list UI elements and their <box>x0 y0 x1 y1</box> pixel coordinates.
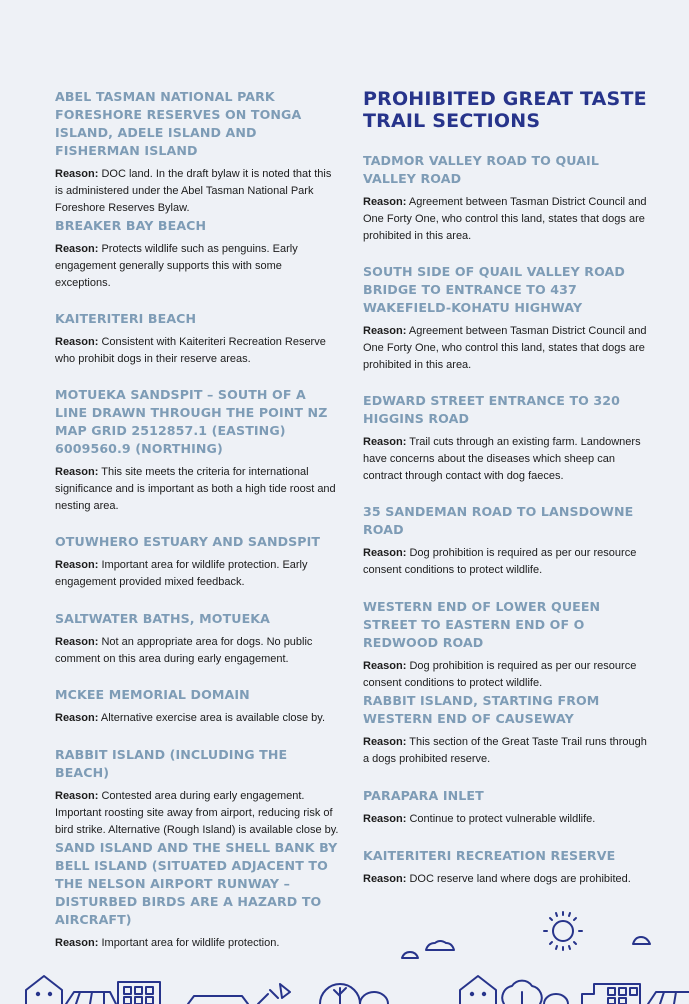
reason-text: Alternative exercise area is available close by. <box>100 712 326 724</box>
page-title: PROHIBITED GREAT TASTE TRAIL SECTIONS <box>363 88 647 132</box>
landscape-illustration <box>0 900 689 1004</box>
reason-label: Reason: <box>363 325 407 337</box>
house-icon <box>26 976 62 1004</box>
section-motueka-sandspit <box>55 386 340 515</box>
section-heading: SALTWATER BATHS, MOTUEKA <box>55 611 271 626</box>
section-kaiteriteri-beach <box>55 310 340 368</box>
reason-text: This site meets the criteria for international significance and is important as both a high tide roost and nesting area. <box>55 466 336 512</box>
reason-text: Agreement between Tasman District Council and One Forty One, who control this land, states that dogs are prohibited in this area. <box>363 325 647 371</box>
section-heading: OTUWHERO ESTUARY AND SANDSPIT <box>55 534 321 549</box>
section-rabbit-island-causeway <box>363 692 653 768</box>
reason-text: Trail cuts through an existing farm. Landowners have concerns about the diseases which sheep can contract through contact with dog faeces. <box>363 436 641 482</box>
section-reason <box>55 241 340 292</box>
reason-text: DOC reserve land where dogs are prohibited. <box>409 873 631 885</box>
section-heading: 35 SANDEMAN ROAD TO LANSDOWNE ROAD <box>363 504 634 537</box>
section-kaiteriteri-reserve <box>363 847 653 888</box>
roof-icon <box>648 992 689 1004</box>
section-heading: WESTERN END OF LOWER QUEEN STREET TO EASTERN END OF O REDWOOD ROAD <box>363 599 601 650</box>
section-abel-tasman <box>55 88 340 217</box>
section-quail-valley <box>363 263 653 374</box>
reason-text: Protects wildlife such as penguins. Early engagement generally supports this with some exceptions. <box>55 243 298 289</box>
section-mckee <box>55 686 340 727</box>
bush-icon <box>360 992 388 1004</box>
section-heading: MOTUEKA SANDSPIT – SOUTH OF A LINE DRAWN THROUGH THE POINT NZ MAP GRID 2512857.1 (EASTING) 6009560.9 (NORTHING) <box>55 387 328 456</box>
reason-text: Not an appropriate area for dogs. No public comment on this area during early engagement. <box>55 636 313 665</box>
section-heading: SOUTH SIDE OF QUAIL VALLEY ROAD BRIDGE TO ENTRANCE TO 437 WAKEFIELD-KOHATU HIGHWAY <box>363 264 625 315</box>
reason-label: Reason: <box>363 873 407 885</box>
reason-label: Reason: <box>363 660 407 672</box>
section-reason <box>363 194 653 245</box>
cloud-icon <box>426 941 454 950</box>
section-reason <box>55 634 340 668</box>
reason-label: Reason: <box>55 712 99 724</box>
section-heading: KAITERITERI BEACH <box>55 311 197 326</box>
reason-label: Reason: <box>55 790 99 802</box>
reason-label: Reason: <box>55 168 99 180</box>
section-heading: TADMOR VALLEY ROAD TO QUAIL VALLEY ROAD <box>363 153 599 186</box>
section-heading: ABEL TASMAN NATIONAL PARK FORESHORE RESERVES ON TONGA ISLAND, ADELE ISLAND AND FISHERMAN ISLAND <box>55 89 302 158</box>
reason-label: Reason: <box>363 436 407 448</box>
section-breaker-bay <box>55 217 340 292</box>
section-reason <box>55 788 340 839</box>
section-reason <box>363 871 653 888</box>
sun-icon <box>544 912 582 950</box>
section-saltwater-baths <box>55 610 340 668</box>
cloud-icon <box>633 937 650 944</box>
tool-icon <box>258 984 290 1004</box>
reason-text: Consistent with Kaiteriteri Recreation Reserve who prohibit dogs in their reserve areas. <box>55 336 326 365</box>
section-parapara-inlet <box>363 787 653 828</box>
section-reason <box>55 334 340 368</box>
section-heading: RABBIT ISLAND (INCLUDING THE BEACH) <box>55 747 288 780</box>
section-reason <box>363 734 653 768</box>
reason-text: DOC land. In the draft bylaw it is noted that this is administered under the Abel Tasman National Park Foreshore Reserves Bylaw. <box>55 168 332 214</box>
section-reason <box>363 811 653 828</box>
reason-text: This section of the Great Taste Trail runs through a dogs prohibited reserve. <box>363 736 647 765</box>
section-reason <box>55 710 340 727</box>
reason-text: Dog prohibition is required as per our resource consent conditions to protect wildlife. <box>363 660 637 689</box>
reason-text: Important area for wildlife protection. <box>101 937 280 949</box>
section-otuwhero <box>55 533 340 591</box>
section-reason <box>55 557 340 591</box>
section-heading: PARAPARA INLET <box>363 788 484 803</box>
section-heading: MCKEE MEMORIAL DOMAIN <box>55 687 250 702</box>
reason-label: Reason: <box>363 736 407 748</box>
section-heading: KAITERITERI RECREATION RESERVE <box>363 848 616 863</box>
reason-text: Contested area during early engagement. Important roosting site away from airport, reducing risk of bird strike. Alternative (Rough Island) is available close by. <box>55 790 339 836</box>
reason-label: Reason: <box>55 559 99 571</box>
section-reason <box>363 323 653 374</box>
section-heading: BREAKER BAY BEACH <box>55 218 207 233</box>
reason-label: Reason: <box>55 336 99 348</box>
house-icon <box>460 976 496 1004</box>
section-heading: EDWARD STREET ENTRANCE TO 320 HIGGINS ROAD <box>363 393 621 426</box>
reason-label: Reason: <box>363 547 407 559</box>
reason-label: Reason: <box>363 813 407 825</box>
bush-icon <box>544 994 568 1004</box>
section-rabbit-island-beach <box>55 746 340 839</box>
section-reason <box>55 166 340 217</box>
reason-label: Reason: <box>55 466 99 478</box>
building-icon <box>188 996 248 1004</box>
section-reason <box>55 464 340 515</box>
section-heading: SAND ISLAND AND THE SHELL BANK BY BELL ISLAND (SITUATED ADJACENT TO THE NELSON AIRPORT RUNWAY – DISTURBED BIRDS ARE A HAZARD TO AIRCRAFT) <box>55 840 338 927</box>
reason-label: Reason: <box>55 243 99 255</box>
section-lower-queen-street <box>363 598 653 692</box>
reason-label: Reason: <box>363 196 407 208</box>
reason-text: Important area for wildlife protection. Early engagement provided mixed feedback. <box>55 559 308 588</box>
cloud-icon <box>402 952 418 958</box>
section-edward-street <box>363 392 653 485</box>
reason-text: Dog prohibition is required as per our resource consent conditions to protect wildlife. <box>363 547 637 576</box>
section-heading: RABBIT ISLAND, STARTING FROM WESTERN END OF CAUSEWAY <box>363 693 600 726</box>
reason-text: Continue to protect vulnerable wildlife. <box>409 813 596 825</box>
section-reason <box>363 434 653 485</box>
section-reason <box>363 658 653 692</box>
section-sandeman-road <box>363 503 653 579</box>
reason-label: Reason: <box>55 636 99 648</box>
section-reason <box>363 545 653 579</box>
reason-label: Reason: <box>55 937 99 949</box>
reason-text: Agreement between Tasman District Council and One Forty One, who control this land, states that dogs are prohibited in this area. <box>363 196 647 242</box>
section-tadmor-valley <box>363 152 653 245</box>
